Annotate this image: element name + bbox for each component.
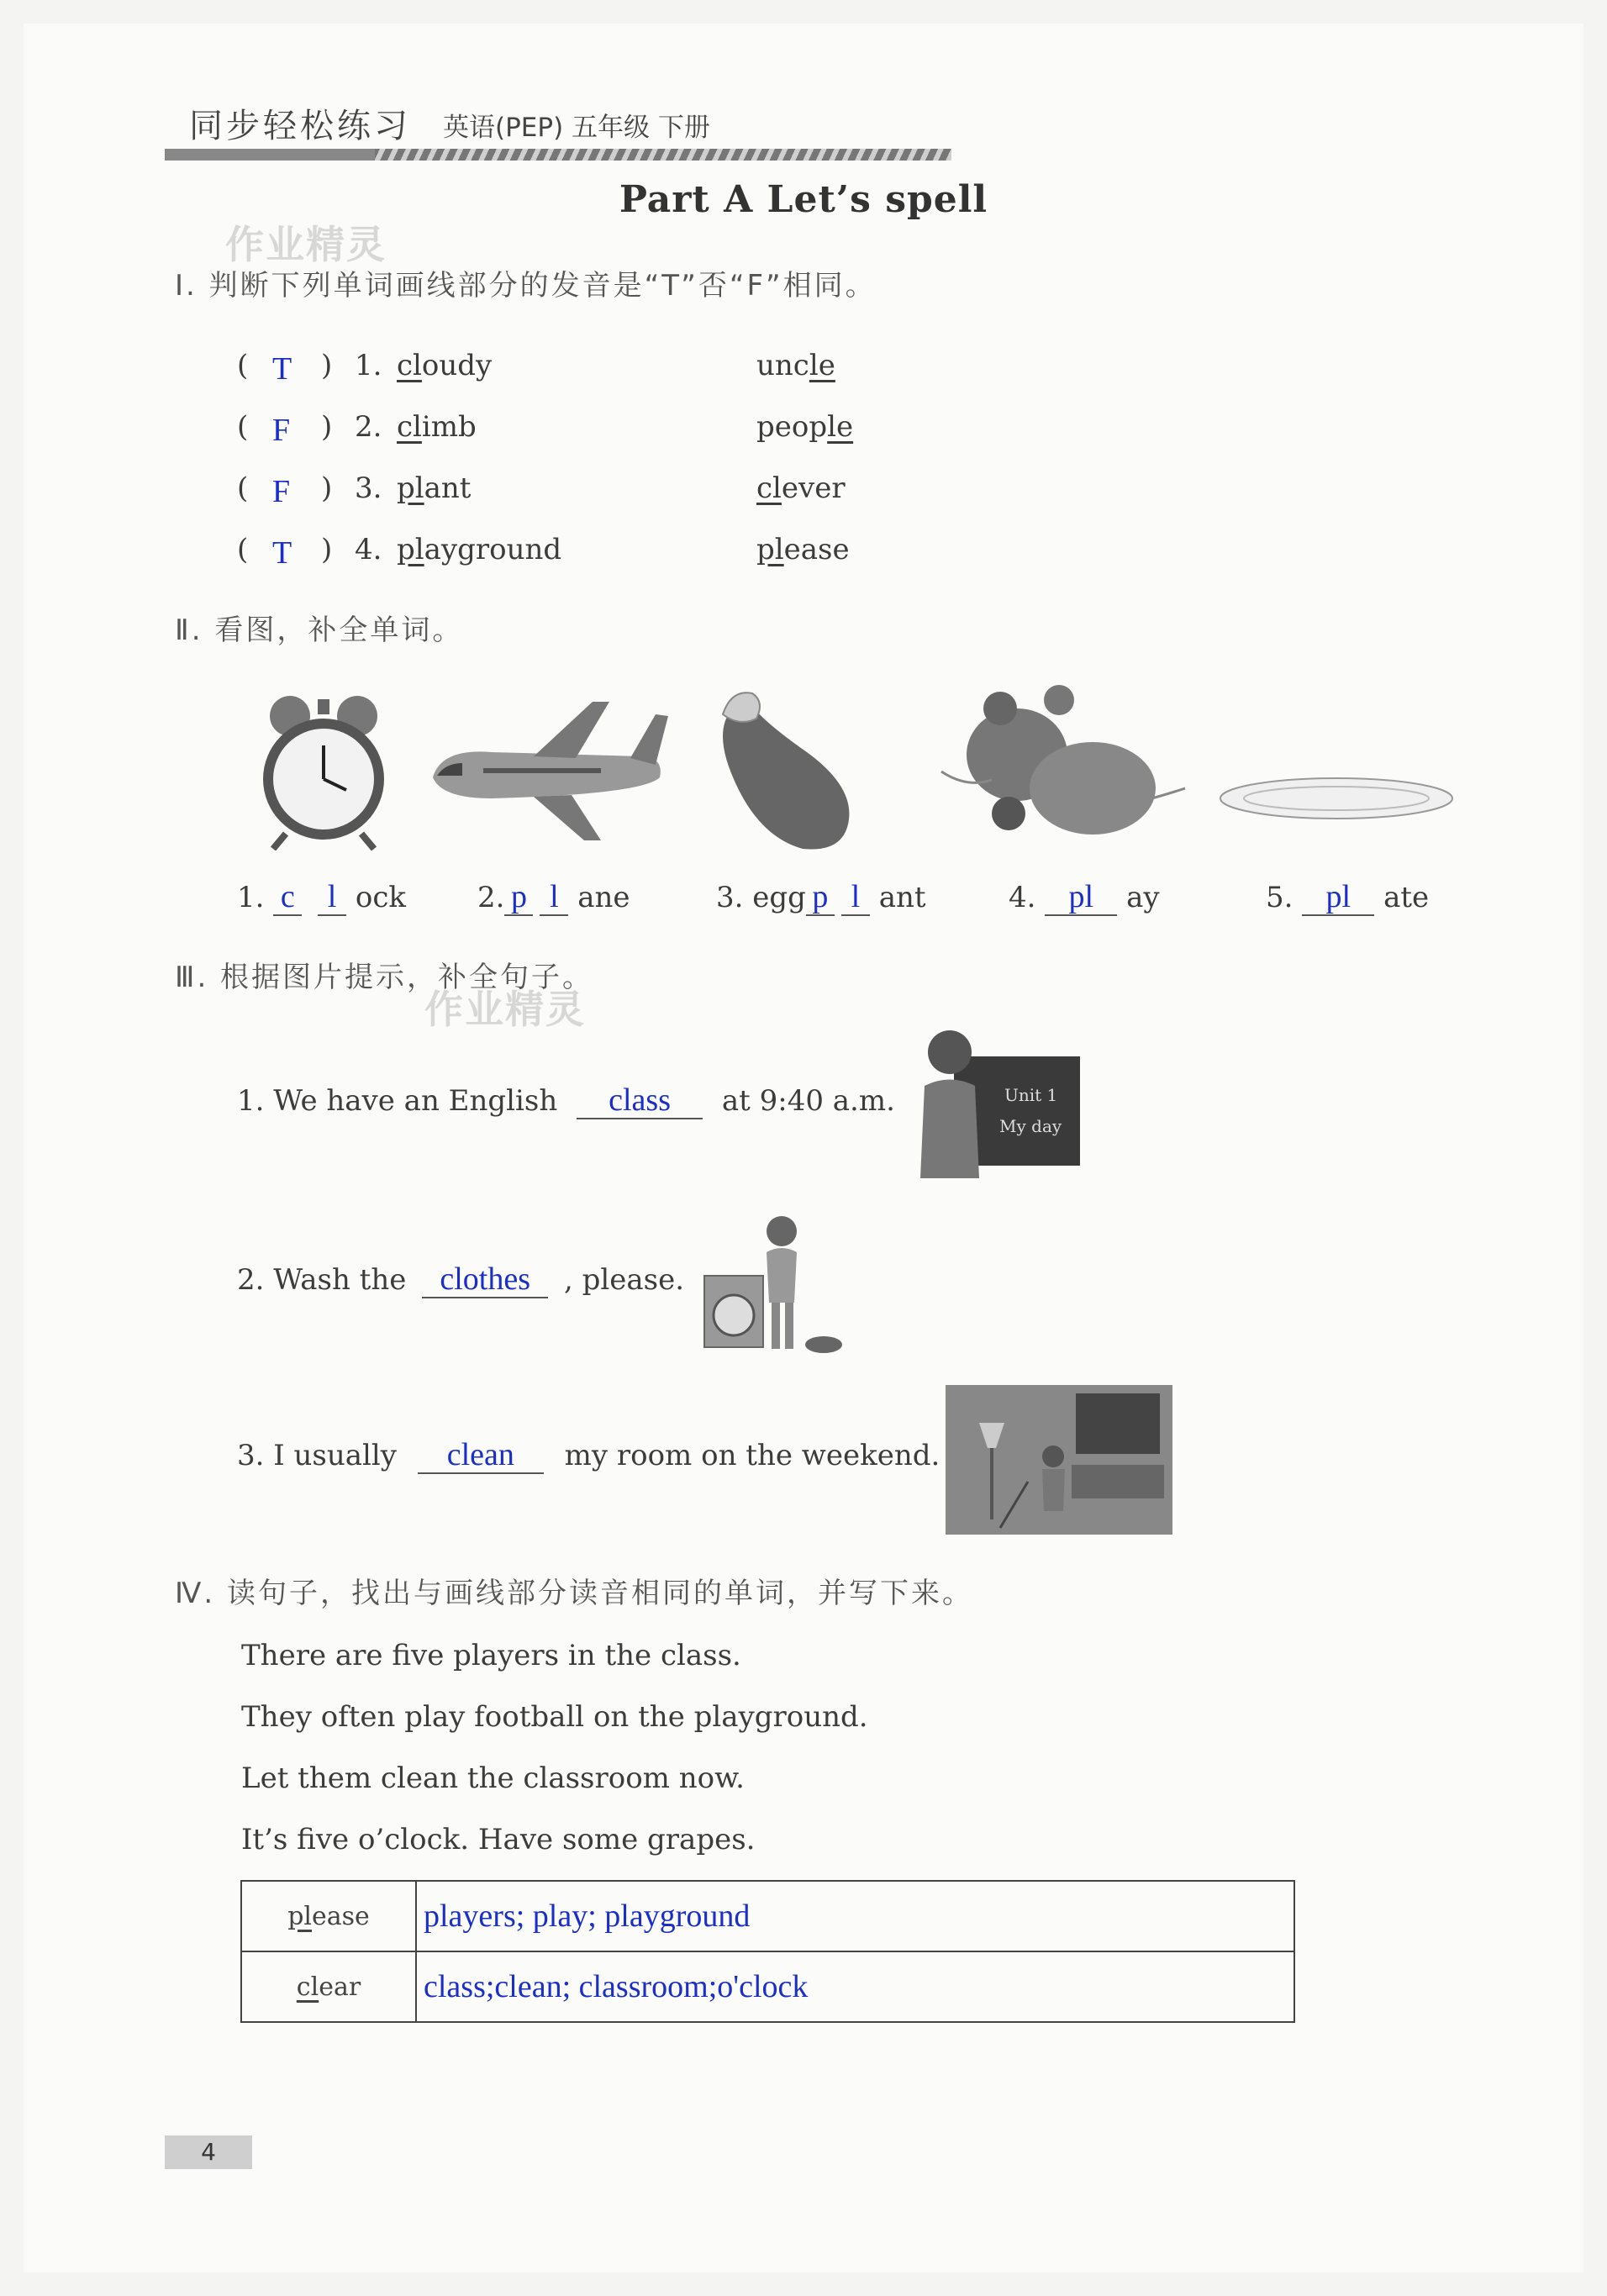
s2-item-4: 4. pl ay [1009, 879, 1160, 914]
s1-compare-word: uncle [756, 349, 835, 382]
s1-num: 3. [355, 471, 382, 505]
s1-row-2: ( F ) 2. climb people [237, 410, 854, 448]
table-value: class;clean; classroom;o'clock [416, 1951, 1294, 2022]
s3-item-1: 1. We have an English class at 9:40 a.m. [237, 1082, 895, 1118]
section-3-instruction: Ⅲ. 根据图片提示，补全句子。 [175, 961, 594, 994]
table-row [241, 1881, 1294, 1951]
section-2-instruction: Ⅱ. 看图，补全单词。 [175, 613, 464, 647]
s1-answer: T [272, 535, 292, 571]
s3-item-3: 3. I usually clean my room on the weekend. [237, 1437, 940, 1472]
s4-sentence-1: There are five players in the class. [241, 1639, 741, 1672]
s2-item-2: 2. p l ane [477, 879, 630, 914]
s2-item-3: 3. egg p l ant [716, 879, 926, 914]
cleaning-room-picture [946, 1385, 1172, 1535]
s1-word: playground [397, 533, 562, 566]
s4-sentence-4: It’s five o’clock. Have some grapes. [241, 1823, 756, 1856]
s1-compare-word: please [756, 533, 850, 566]
airplane-picture [424, 698, 668, 845]
watermark: 作业精灵 [225, 222, 387, 267]
book-info: 英语(PEP) 五年级 下册 [443, 113, 710, 143]
board-line-1: Unit 1 [1004, 1085, 1058, 1105]
s1-num: 1. [355, 349, 382, 382]
board-line-2: My day [999, 1116, 1062, 1136]
s1-row-1: ( T ) 1. cloudy uncle [237, 349, 835, 387]
s4-sentence-2: They often play football on the playground. [241, 1700, 868, 1734]
watermark: 作业精灵 [424, 987, 586, 1032]
table-row [241, 1951, 1294, 2022]
s2-item-1: 1. c l ock [237, 879, 407, 914]
alarm-clock-picture [252, 691, 395, 850]
s1-num: 2. [355, 410, 382, 444]
eggplant-picture [706, 681, 857, 853]
table-key: please [241, 1881, 416, 1951]
kittens-playing-picture [925, 679, 1189, 847]
s1-row-3: ( F ) 3. plant clever [237, 471, 846, 509]
s1-word: cloudy [397, 349, 493, 382]
s1-row-4: ( T ) 4. playground please [237, 533, 850, 571]
series-title: 同步轻松练习 [189, 107, 411, 145]
s1-answer: F [272, 474, 291, 509]
teacher-blackboard-picture [912, 1019, 1084, 1178]
washing-clothes-picture [698, 1210, 849, 1361]
s1-word: plant [397, 471, 472, 505]
answer-table [240, 1880, 1295, 2023]
section-4-instruction: Ⅳ. 读句子，找出与画线部分读音相同的单词，并写下来。 [175, 1577, 973, 1610]
section-1-instruction: Ⅰ. 判断下列单词画线部分的发音是“T”否“F”相同。 [175, 269, 877, 303]
s1-word: climb [397, 410, 477, 444]
s1-num: 4. [355, 533, 382, 566]
page-title: Part A Let’s spell [619, 178, 988, 221]
header-divider-solid [165, 149, 375, 161]
s1-answer: F [272, 413, 291, 448]
s1-answer: T [272, 351, 292, 387]
s3-item-2: 2. Wash the clothes , please. [237, 1261, 685, 1297]
s2-item-5: 5. pl ate [1266, 879, 1430, 914]
s1-compare-word: clever [756, 471, 846, 505]
plate-picture [1219, 773, 1454, 824]
s1-compare-word: people [756, 410, 854, 444]
s4-sentence-3: Let them clean the classroom now. [241, 1761, 745, 1795]
table-key: clear [241, 1951, 416, 2022]
table-value: players; play; playground [416, 1881, 1294, 1951]
page-number: 4 [165, 2135, 252, 2169]
